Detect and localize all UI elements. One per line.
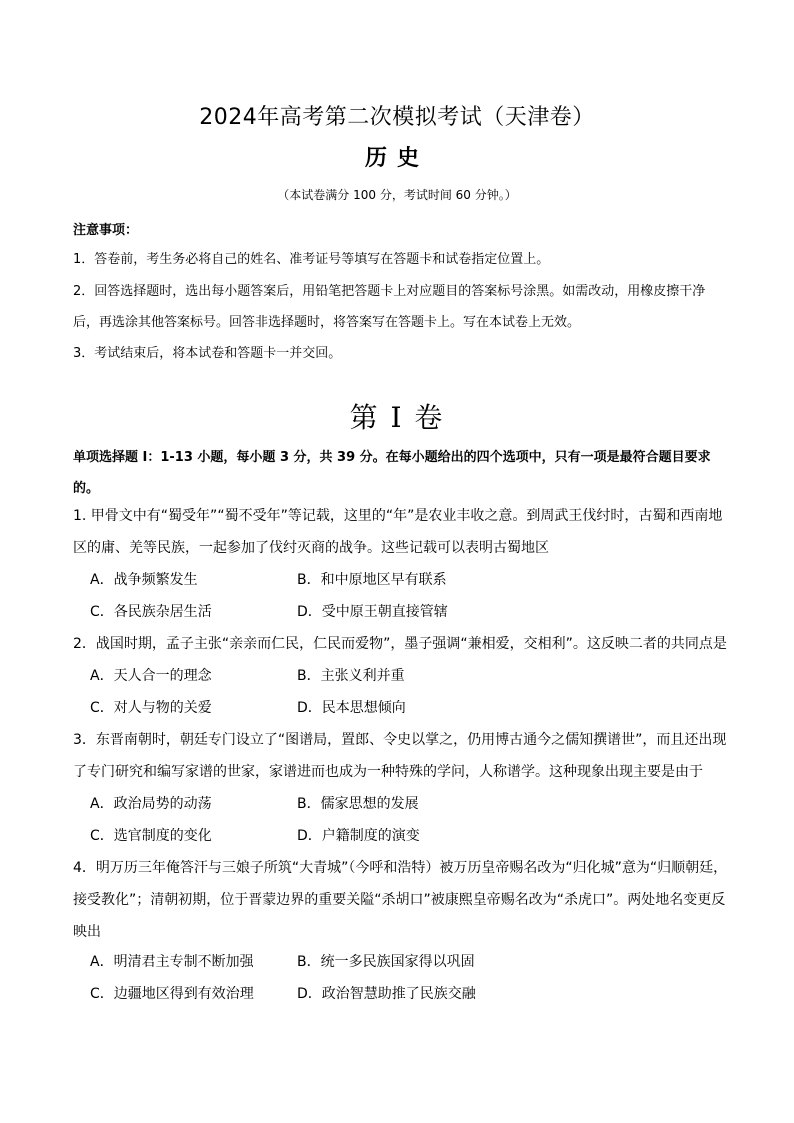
notice-heading: 注意事项：: [73, 223, 139, 238]
question-4-option-b[interactable]: B．统一多民族国家得以巩固: [297, 954, 475, 970]
question-2-option-c[interactable]: C．对人与物的关爱: [90, 700, 212, 716]
question-4-stem: 4．明万历三年俺答汗与三娘子所筑“大青城”（今呼和浩特）被万历皇帝赐名改为“归化城”意为“归顺朝廷，接受教化”；清朝初期，位于晋蒙边界的重要关隘“杀胡口”被康熙皇帝赐名改为“杀虎口”。两处地名变更反映出: [73, 860, 728, 940]
notice-item-1: 1．答卷前，考生务必将自己的姓名、准考证号等填写在答题卡和试卷指定位置上。: [73, 252, 550, 267]
question-2-stem: 2．战国时期，孟子主张“亲亲而仁民，仁民而爱物”，墨子强调“兼相爱，交相利”。这反映二者的共同点是: [73, 636, 727, 652]
question-4-option-a[interactable]: A．明清君主专制不断加强: [90, 954, 254, 970]
exam-title: 2024年高考第二次模拟考试（天津卷）: [199, 105, 595, 130]
question-1-option-b[interactable]: B．和中原地区早有联系: [297, 572, 447, 588]
question-1-option-d[interactable]: D．受中原王朝直接管辖: [297, 604, 448, 620]
question-3-option-a[interactable]: A．政治局势的动荡: [90, 796, 212, 812]
question-2-option-a[interactable]: A．天人合一的理念: [90, 668, 212, 684]
question-3-option-d[interactable]: D．户籍制度的演变: [297, 828, 420, 844]
notice-item-2: 2．回答选择题时，选出每小题答案后，用铅笔把答题卡上对应题目的答案标号涂黑。如需改动，用橡皮擦干净后，再选涂其他答案标号。回答非选择题时，将答案写在答题卡上。写在本试卷上无效。: [73, 284, 706, 330]
exam-score-time-note: （本试卷满分 100 分，考试时间 60 分钟。）: [277, 188, 517, 202]
question-1-option-c[interactable]: C．各民族杂居生活: [90, 604, 212, 620]
question-2-option-b[interactable]: B．主张义利并重: [297, 668, 405, 684]
notice-item-3: 3．考试结束后，将本试卷和答题卡一并交回。: [73, 346, 342, 361]
question-2-option-d[interactable]: D．民本思想倾向: [297, 700, 406, 716]
question-3-option-b[interactable]: B．儒家思想的发展: [297, 796, 419, 812]
question-3-option-c[interactable]: C．选官制度的变化: [90, 828, 212, 844]
question-4-option-d[interactable]: D．政治智慧助推了民族交融: [297, 986, 476, 1002]
section-title: 第 I 卷: [349, 401, 445, 434]
question-4-option-c[interactable]: C．边疆地区得到有效治理: [90, 986, 254, 1002]
question-1-stem: 1. 甲骨文中有“蜀受年”“蜀不受年”等记载，这里的“年”是农业丰收之意。到周武王伐纣时，古蜀和西南地区的庸、羌等民族，一起参加了伐纣灭商的战争。这些记载可以表明古蜀地区: [73, 508, 723, 556]
question-3-stem: 3．东晋南朝时，朝廷专门设立了“图谱局，置郎、令史以掌之，仍用博古通今之儒知撰谱世”，而且还出现了专门研究和编写家谱的世家，家谱进而也成为一种特殊的学问，人称谱学。这种现象出现主要是由于: [73, 732, 727, 780]
section-instruction: 单项选择题 I：1-13 小题，每小题 3 分，共 39 分。在每小题给出的四个选项中，只有一项是最符合题目要求的。: [73, 450, 711, 496]
subject-title: 历史: [364, 146, 429, 171]
question-1-option-a[interactable]: A．战争频繁发生: [90, 572, 198, 588]
